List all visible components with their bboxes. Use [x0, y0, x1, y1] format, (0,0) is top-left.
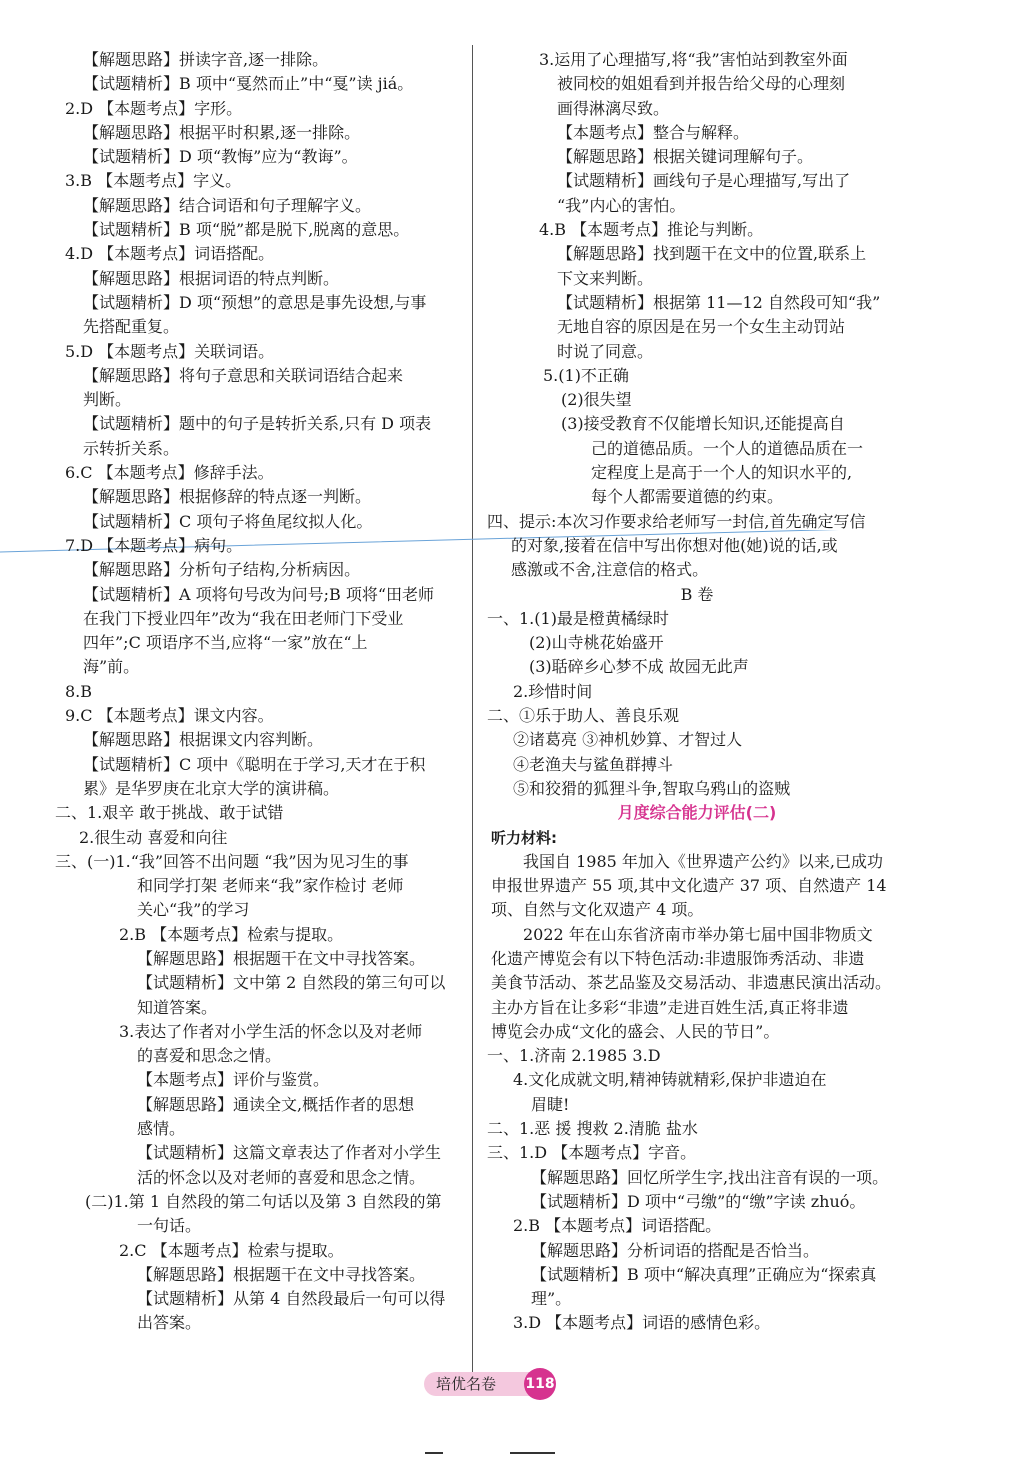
text-line: 【试题精析】A 项将句号改为问号;B 项将“田老师 [83, 584, 435, 604]
text-line: (二)1.第 1 自然段的第二句话以及第 3 自然段的第 [85, 1191, 442, 1211]
text-line: 【解题思路】找到题干在文中的位置,联系上 [557, 244, 867, 264]
text-line: 3.B 【本题考点】字义。 [65, 171, 242, 191]
text-line: 【试题精析】画线句子是心理描写,写出了 [557, 171, 851, 191]
text-line: 一句话。 [137, 1216, 202, 1236]
column-divider [472, 45, 473, 1375]
text-line: 2.珍惜时间 [513, 681, 593, 701]
text-line: 【试题精析】D 项“预想”的意思是事先设想,与事 [83, 292, 427, 312]
text-line: 3.表达了作者对小学生活的怀念以及对老师 [119, 1021, 423, 1041]
text-line: 【解题思路】根据课文内容判断。 [83, 730, 324, 750]
text-line: 【解题思路】分析句子结构,分析病因。 [83, 560, 361, 580]
text-line: 和同学打架 老师来“我”家作检讨 老师 [137, 876, 404, 896]
text-line: 一、1.(1)最是橙黄橘绿时 [487, 608, 669, 628]
text-line: 2.C 【本题考点】检索与提取。 [119, 1240, 344, 1260]
text-line: 【解题思路】根据修辞的特点逐一判断。 [83, 487, 372, 507]
text-line: 2.B 【本题考点】词语搭配。 [513, 1216, 722, 1236]
text-line: 被同校的姐姐看到并报告给父母的心理刻 [557, 74, 846, 94]
text-line: 理”。 [531, 1289, 572, 1309]
text-line: 出答案。 [137, 1313, 202, 1333]
text-line: 无地自容的原因是在另一个女生主动罚站 [557, 317, 846, 337]
text-line: 判断。 [83, 390, 132, 410]
text-line: 定程度上是高于一个人的知识水平的, [591, 463, 853, 483]
text-line: 3.运用了心理描写,将“我”害怕站到教室外面 [539, 50, 848, 69]
text-line: 月度综合能力评估(二) [617, 803, 777, 823]
text-line: 主办方旨在让多彩“非遗”走进百姓生活,真正将非遗 [491, 997, 849, 1017]
text-line: 申报世界遗产 55 项,其中文化遗产 37 项、自然遗产 14 [491, 876, 887, 896]
text-line: 【试题精析】D 项“教悔”应为“教诲”。 [83, 147, 358, 167]
text-line: 的喜爱和思念之情。 [137, 1046, 282, 1066]
text-line: 三、1.D 【本题考点】字音。 [487, 1143, 697, 1163]
text-line: 知道答案。 [137, 997, 218, 1017]
text-line: 【解题思路】将句子意思和关联词语结合起来 [83, 365, 404, 385]
text-line: ⑤和狡猾的狐狸斗争,智取乌鸦山的盗贼 [513, 778, 791, 798]
left-column [55, 48, 465, 1336]
bottom-mark [510, 1452, 555, 1454]
text-line: 9.C 【本题考点】课文内容。 [65, 706, 274, 726]
text-line: 【试题精析】D 项中“弓缴”的“缴”字读 zhuó。 [531, 1191, 866, 1211]
text-line: 三、(一)1.“我”回答不出问题 “我”因为见习生的事 [55, 851, 409, 871]
text-line: 3.D 【本题考点】词语的感情色彩。 [513, 1313, 771, 1333]
text-line: 二、1.艰辛 敢于挑战、敢于试错 [55, 803, 284, 823]
text-line: (3)聒碎乡心梦不成 故园无此声 [529, 657, 749, 677]
text-line: 听力材料: [491, 828, 557, 847]
text-line: 海”前。 [83, 657, 140, 677]
text-line: 【解题思路】回忆所学生字,找出注音有误的一项。 [531, 1167, 889, 1187]
text-line: 一、1.济南 2.1985 3.D [487, 1046, 661, 1066]
text-line: 2.B 【本题考点】检索与提取。 [119, 924, 344, 944]
text-line: 【解题思路】根据词语的特点判断。 [83, 268, 340, 288]
text-line: 【解题思路】结合词语和句子理解字义。 [83, 195, 372, 215]
text-line: 在我门下授业四年”改为“我在田老师门下受业 [83, 608, 404, 628]
text-line: 【本题考点】整合与解释。 [557, 122, 750, 142]
text-line: (2)山寺桃花始盛开 [529, 633, 664, 653]
text-line: 累》是华罗庚在北京大学的演讲稿。 [83, 778, 340, 798]
text-line: 【试题精析】B 项“脱”都是脱下,脱离的意思。 [83, 220, 410, 240]
text-line: 的对象,接着在信中写出你想对他(她)说的话,或 [511, 535, 838, 555]
right-column [487, 48, 907, 1336]
text-line: (2)很失望 [561, 390, 632, 410]
text-line: ②诸葛亮 ③神机妙算、才智过人 [513, 730, 743, 750]
text-line: 4.B 【本题考点】推论与判断。 [539, 220, 764, 240]
page-footer [424, 1368, 556, 1398]
text-line: 4.D 【本题考点】词语搭配。 [65, 244, 275, 264]
text-line: 【解题思路】分析词语的搭配是否恰当。 [531, 1240, 820, 1260]
text-line: 项、自然与文化双遗产 4 项。 [491, 900, 704, 920]
text-line: 化遗产博览会有以下特色活动:非遗服饰秀活动、非遗 [491, 948, 865, 968]
text-line: 7.D 【本题考点】病句。 [65, 535, 243, 555]
text-line: 5.D 【本题考点】关联词语。 [65, 341, 275, 361]
text-line: 【试题精析】题中的句子是转折关系,只有 D 项表 [83, 414, 432, 434]
text-line: 下文来判断。 [557, 268, 654, 288]
text-line: 活的怀念以及对老师的喜爱和思念之情。 [137, 1167, 426, 1187]
text-line: 8.B [65, 681, 93, 701]
text-line: 博览会办成“文化的盛会、人民的节日”。 [491, 1021, 780, 1041]
text-line: 每个人都需要道德的约束。 [591, 487, 784, 507]
text-line: 关心“我”的学习 [137, 900, 250, 920]
text-line: 四年”;C 项语序不当,应将“一家”放在“上 [83, 633, 368, 653]
text-line: 时说了同意。 [557, 341, 654, 361]
text-line: B 卷 [680, 584, 714, 604]
text-line: 2.很生动 喜爱和向往 [79, 827, 228, 847]
text-line: 2022 年在山东省济南市举办第七届中国非物质文 [523, 924, 873, 944]
text-line: (3)接受教育不仅能增长知识,还能提高自 [561, 414, 845, 434]
text-line: 二、1.恶 援 搜救 2.清脆 盐水 [487, 1119, 698, 1139]
text-line: 5.(1)不正确 [543, 365, 629, 385]
text-line: 眉睫! [531, 1094, 570, 1114]
text-line: 画得淋漓尽致。 [557, 98, 670, 118]
text-line: 【试题精析】根据第 11—12 自然段可知“我” [557, 292, 881, 312]
text-line: 【解题思路】拼读字音,逐一排除。 [83, 50, 329, 69]
text-line: 【解题思路】通读全文,概括作者的思想 [137, 1094, 415, 1114]
text-line: 【解题思路】根据关键词理解句子。 [557, 147, 814, 167]
text-line: “我”内心的害怕。 [557, 195, 686, 215]
footer-brand: 培优名卷 [436, 1375, 497, 1393]
text-line: 【试题精析】C 项中《聪明在于学习,天才在于积 [83, 754, 426, 774]
text-line: 4.文化成就文明,精神铸就精彩,保护非遗迫在 [513, 1070, 827, 1090]
text-line: 感情。 [137, 1119, 186, 1139]
text-line: 示转折关系。 [83, 438, 180, 458]
text-line: 【试题精析】文中第 2 自然段的第三句可以 [137, 973, 446, 993]
text-line: 【解题思路】根据平时积累,逐一排除。 [83, 122, 361, 142]
bottom-mark [425, 1452, 443, 1454]
text-line: 【试题精析】C 项句子将鱼尾纹拟人化。 [83, 511, 373, 531]
text-line: 四、提示:本次习作要求给老师写一封信,首先确定写信 [487, 511, 866, 531]
page-number: 118 [524, 1368, 556, 1400]
text-line: 己的道德品质。一个人的道德品质在一 [591, 438, 864, 458]
text-line: 我国自 1985 年加入《世界遗产公约》以来,已成功 [523, 851, 883, 871]
text-line: 【解题思路】根据题干在文中寻找答案。 [137, 1264, 426, 1284]
text-line: 感激或不舍,注意信的格式。 [511, 560, 709, 580]
text-line: 【试题精析】B 项中“解决真理”正确应为“探索真 [531, 1264, 877, 1284]
text-line: ④老渔夫与鲨鱼群搏斗 [513, 754, 674, 774]
text-line: 2.D 【本题考点】字形。 [65, 98, 243, 118]
text-line: 【试题精析】B 项中“戛然而止”中“戛”读 jiá。 [83, 74, 414, 94]
text-line: 【试题精析】从第 4 自然段最后一句可以得 [137, 1289, 446, 1309]
text-line: 【解题思路】根据题干在文中寻找答案。 [137, 948, 426, 968]
text-line: 6.C 【本题考点】修辞手法。 [65, 463, 274, 483]
text-line: 【试题精析】这篇文章表达了作者对小学生 [137, 1143, 442, 1163]
text-line: 美食节活动、茶艺品鉴及交易活动、非遗惠民演出活动。 [491, 973, 892, 993]
text-line: 【本题考点】评价与鉴赏。 [137, 1070, 330, 1090]
text-line: 二、①乐于助人、善良乐观 [487, 706, 680, 726]
text-line: 先搭配重复。 [83, 317, 180, 337]
